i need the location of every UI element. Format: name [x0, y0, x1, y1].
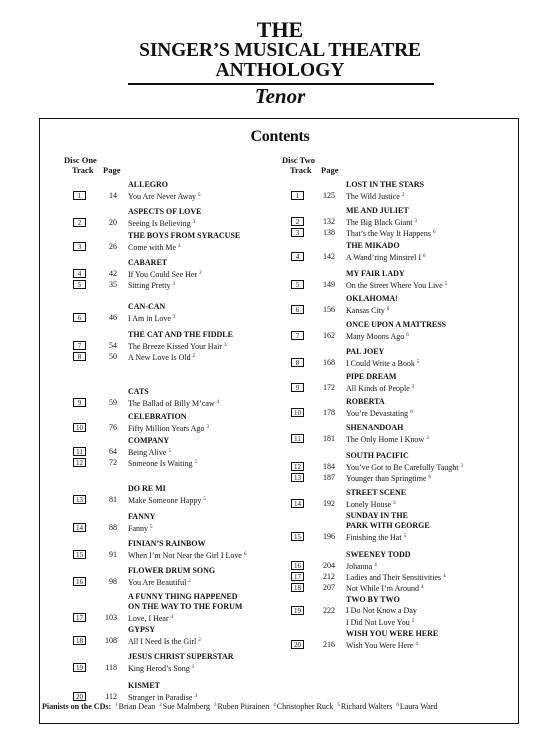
track-number-box: 1: [73, 191, 86, 200]
track-number-box: 2: [291, 217, 304, 226]
page-number: 103: [105, 613, 117, 622]
track-number-box: 7: [291, 331, 304, 340]
song-title-text: All I Need Is the Girl: [128, 637, 197, 646]
voice-type: Tenor: [254, 84, 306, 108]
song-title-text: If You Could See Her: [128, 270, 198, 279]
pianist-marker: 5: [411, 619, 415, 624]
song-title: [346, 639, 418, 651]
show-title: GYPSY: [128, 625, 156, 634]
show-title: LOST IN THE STARS: [346, 180, 425, 189]
page-number: 184: [323, 462, 335, 471]
song-title: [346, 330, 409, 342]
song-title: [346, 279, 447, 291]
pianist-marker: 3: [172, 315, 176, 320]
song-title: [128, 422, 209, 434]
show-title: WISH YOU WERE HERE: [346, 629, 439, 638]
pianist-marker: 5: [203, 497, 206, 502]
show-title: JESUS CHRIST SUPERSTAR: [128, 652, 234, 661]
page-number: 212: [323, 572, 335, 581]
page-number: 26: [109, 242, 117, 251]
pianist-marker: 6: [243, 552, 247, 557]
song-title-text: The Ballad of Billy M’caw: [128, 399, 215, 408]
song-title: [346, 605, 417, 616]
contents-title: Contents: [250, 128, 310, 145]
disc-one-header: [64, 155, 97, 175]
pianist-number: 5: [337, 703, 340, 708]
page-number: 216: [323, 640, 335, 649]
pianist-marker: 3: [206, 425, 209, 430]
show-title: MY FAIR LADY: [346, 269, 405, 278]
track-number-box: 12: [291, 462, 304, 471]
song-title-text: King Herod’s Song: [128, 664, 190, 673]
song-title: [128, 312, 175, 324]
pianist-marker: 6: [386, 307, 390, 312]
song-title-text: That’s the Way It Happens: [346, 229, 431, 238]
pianist-marker: 3: [411, 385, 415, 390]
song-title: [346, 433, 429, 445]
page-number: 88: [109, 523, 117, 532]
disc-one-label: Disc One: [64, 155, 97, 165]
track-number-box: 6: [73, 313, 86, 322]
track-number-box: 11: [73, 447, 86, 456]
disc-two-header: [282, 155, 315, 175]
show-title: CABARET: [128, 258, 168, 267]
track-number-box: 14: [291, 499, 304, 508]
song-title-text: You’re Devastating: [346, 409, 409, 418]
song-title: [128, 241, 181, 253]
track-number-box: 17: [291, 572, 304, 581]
show-title: ALLEGRO: [128, 180, 169, 189]
show-title: TWO BY TWO: [346, 595, 400, 604]
song-title: [346, 190, 404, 202]
pianist-name: Ruben Piirainen: [217, 702, 270, 711]
page-number: 42: [109, 269, 117, 278]
page-number: 196: [323, 532, 335, 541]
pianist-number: 6: [396, 703, 399, 708]
song-title: [128, 494, 206, 506]
track-number-box: 10: [291, 408, 304, 417]
pianist-marker: 2: [198, 638, 201, 643]
pianist-marker: 3: [414, 219, 417, 224]
song-title-text: A Wand’ring Minstrel I: [346, 253, 421, 262]
track-number-box: 2: [73, 218, 86, 227]
pianist-marker: 5: [403, 534, 407, 539]
song-title: [128, 190, 201, 202]
song-title-text: Someone Is Waiting: [128, 459, 193, 468]
show-title: THE BOYS FROM SYRACUSE: [128, 231, 241, 240]
show-title: PIPE DREAM: [346, 372, 397, 381]
page-number: 149: [323, 280, 335, 289]
pianist-name: Richard Walters: [340, 702, 393, 711]
contents-box: [39, 118, 519, 724]
track-number-box: 20: [291, 640, 304, 649]
page-number: 192: [323, 499, 335, 508]
page-number: 181: [323, 434, 335, 443]
show-title: THE MIKADO: [346, 241, 400, 250]
page-number: 178: [323, 408, 335, 417]
track-number-box: 18: [291, 583, 304, 592]
pianist-marker: 1: [191, 665, 195, 670]
pianist-marker: 5: [194, 460, 198, 465]
song-title-text: Lonely House: [346, 500, 392, 509]
page-number: 72: [109, 458, 117, 467]
disc-two-track-label: Track: [290, 165, 312, 175]
pianist-marker: 6: [428, 475, 432, 480]
track-number-box: 4: [73, 269, 86, 278]
song-title-text: Finishing the Hat: [346, 533, 402, 542]
song-title-text: Younger than Springtime: [346, 474, 427, 483]
track-number-box: 19: [291, 606, 304, 615]
song-title-text: The Breeze Kissed Your Hair: [128, 342, 222, 351]
track-number-box: 13: [73, 495, 86, 504]
pianist-marker: 2: [188, 579, 191, 584]
show-title: CAN-CAN: [128, 302, 166, 311]
song-title-text: You Are Never Away: [128, 192, 196, 201]
song-title: [346, 498, 396, 510]
page-number: 204: [323, 561, 335, 570]
show-title: DO RE MI: [128, 484, 166, 493]
show-title: A FUNNY THING HAPPENED: [128, 592, 238, 601]
song-title: [128, 576, 191, 588]
page-number: 125: [323, 191, 335, 200]
song-title-text: Love, I Hear: [128, 614, 169, 623]
song-title-text: Many Moons Ago: [346, 332, 405, 341]
pianist-marker: 3: [192, 220, 196, 225]
pianist-marker: 2: [199, 271, 202, 276]
pianist-marker: 4: [415, 642, 418, 647]
pianist-number: 2: [159, 703, 162, 708]
track-number-box: 9: [73, 398, 86, 407]
song-title-text: The Only Home I Know: [346, 435, 425, 444]
page-number: 76: [109, 423, 117, 432]
show-title: ONCE UPON A MATTRESS: [346, 320, 447, 329]
pianist-marker: 4: [374, 563, 377, 568]
track-number-box: 15: [291, 532, 304, 541]
song-title-text: I Did Not Love You: [346, 618, 410, 627]
song-title-text: The Wild Justice: [346, 192, 400, 201]
pianist-name: Sue Malmberg: [162, 702, 210, 711]
track-number-box: 5: [73, 280, 86, 289]
song-title: [346, 407, 413, 419]
page-number: 46: [109, 313, 117, 322]
page-number: 35: [109, 280, 117, 289]
show-title: THE CAT AND THE FIDDLE: [128, 330, 233, 339]
pianist-number: 3: [213, 703, 217, 708]
song-title: [128, 612, 173, 624]
track-number-box: 1: [291, 191, 304, 200]
song-title-text: You’ve Got to Be Carefully Taught: [346, 463, 459, 472]
song-title-text: All Kinds of People: [346, 384, 410, 393]
track-number-box: 12: [73, 458, 86, 467]
pianist-marker: 4: [420, 585, 424, 590]
song-title: [128, 549, 246, 561]
page-number: 138: [323, 228, 335, 237]
track-number-box: 16: [73, 577, 86, 586]
track-number-box: 5: [291, 280, 304, 289]
show-title: SHENANDOAH: [346, 423, 404, 432]
show-title-continued: PARK WITH GEORGE: [346, 521, 430, 530]
track-number-box: 17: [73, 613, 86, 622]
show-title: ASPECTS OF LOVE: [128, 207, 202, 216]
song-title: [128, 279, 175, 291]
track-number-box: 7: [73, 341, 86, 350]
song-title: [128, 662, 194, 674]
page-number: 20: [109, 218, 117, 227]
pianists-credits: [42, 700, 437, 713]
song-title-text: You Are Beautiful: [128, 578, 187, 587]
song-title-second: [346, 616, 414, 628]
pianist-marker: 3: [172, 282, 175, 287]
book-title-line-2: SINGER’S MUSICAL THEATRE: [139, 40, 421, 61]
pianist-marker: 6: [406, 333, 409, 338]
show-title: PAL JOEY: [346, 347, 385, 356]
page-number: 187: [323, 473, 335, 482]
song-title: [346, 251, 425, 263]
show-title: SOUTH PACIFIC: [346, 451, 409, 460]
pianist-number: 4: [273, 703, 276, 708]
page-number: 168: [323, 358, 335, 367]
song-title-text: When I’m Not Near the Girl I Love: [128, 551, 242, 560]
song-title: [128, 522, 153, 534]
song-title-text: Come with Me: [128, 243, 176, 252]
song-title-text: I Could Write a Book: [346, 359, 415, 368]
track-number-box: 9: [291, 383, 304, 392]
disc-one-page-label: Page: [103, 165, 121, 175]
pianist-marker: 6: [432, 230, 436, 235]
song-title-text: Seeing Is Believing: [128, 219, 191, 228]
track-number-box: 10: [73, 423, 86, 432]
page-number: 59: [109, 398, 117, 407]
pianist-marker: 3: [223, 343, 227, 348]
page-number: 50: [109, 352, 117, 361]
track-number-box: 8: [73, 352, 86, 361]
song-title-text: Wish You Were Here: [346, 641, 414, 650]
page-number: 14: [109, 191, 117, 200]
track-number-box: 4: [291, 252, 304, 261]
song-title: [346, 472, 431, 484]
page-number: 108: [105, 636, 117, 645]
show-title: FINIAN’S RAINBOW: [128, 539, 206, 548]
song-title: [346, 227, 435, 239]
song-title-text: I Am in Love: [128, 314, 171, 323]
disc-two-page-label: Page: [321, 165, 339, 175]
song-title-text: Johanna: [346, 562, 373, 571]
track-number-box: 6: [291, 305, 304, 314]
show-title: STREET SCENE: [346, 488, 407, 497]
track-number-box: 16: [291, 561, 304, 570]
pianist-marker: 3: [178, 244, 181, 249]
pianist-marker: 3: [393, 501, 396, 506]
page-number: 112: [105, 692, 117, 701]
page-number: 142: [323, 252, 335, 261]
song-title-text: Not While I’m Around: [346, 584, 419, 593]
page-number: 162: [323, 331, 335, 340]
page-number: 91: [109, 550, 117, 559]
page-number: 54: [109, 341, 117, 350]
page-number: 118: [105, 663, 117, 672]
pianist-marker: 5: [168, 449, 171, 454]
song-title-text: Fanny: [128, 524, 148, 533]
pianist-marker: 5: [198, 193, 201, 198]
page-number: 64: [109, 447, 117, 456]
pianist-marker: 4: [170, 615, 174, 620]
track-number-box: 18: [73, 636, 86, 645]
track-number-box: 20: [73, 692, 86, 701]
track-number-box: 3: [291, 228, 304, 237]
track-number-box: 14: [73, 523, 86, 532]
pianist-name: Christopher Ruck: [276, 702, 334, 711]
page-number: 207: [323, 583, 335, 592]
pianist-name: Laura Ward: [399, 702, 438, 711]
song-title-text: Stranger in Paradise: [128, 693, 193, 702]
disc-one-track-label: Track: [72, 165, 94, 175]
song-title-text: Sitting Pretty: [128, 281, 171, 290]
show-title: CELEBRATION: [128, 412, 187, 421]
show-title: KISMET: [128, 681, 161, 690]
song-title: [128, 635, 201, 647]
song-title: [128, 457, 197, 469]
show-title: COMPANY: [128, 436, 170, 445]
pianist-marker: 5: [150, 525, 153, 530]
book-title-line-1: THE: [256, 17, 304, 42]
page-number: 156: [323, 305, 335, 314]
track-number-box: 13: [291, 473, 304, 482]
song-title-text: I Do Not Know a Day: [346, 606, 417, 615]
show-title: CATS: [128, 387, 149, 396]
song-title-text: Make Someone Happy: [128, 496, 202, 505]
show-title: SUNDAY IN THE: [346, 511, 408, 520]
pianist-marker: 3: [194, 694, 197, 699]
song-title: [128, 351, 195, 363]
song-title-text: The Big Black Giant: [346, 218, 413, 227]
song-title: [346, 382, 414, 394]
song-title: [346, 582, 423, 594]
pianist-marker: 4: [216, 400, 220, 405]
show-title: ME AND JULIET: [346, 206, 409, 215]
show-title: SWEENEY TODD: [346, 550, 411, 559]
pianist-marker: 2: [192, 354, 196, 359]
song-title: [128, 217, 195, 229]
pianist-list: [111, 702, 437, 711]
song-title: [128, 397, 219, 409]
song-title: [346, 357, 419, 369]
track-number-box: 11: [291, 434, 304, 443]
pianist-marker: 4: [443, 574, 446, 579]
song-title-text: Being Alive: [128, 448, 167, 457]
song-title-text: On the Street Where You Live: [346, 281, 443, 290]
song-title: [346, 304, 389, 316]
song-title-text: Kansas City: [346, 306, 385, 315]
song-title-text: A New Love Is Old: [128, 353, 191, 362]
show-title: OKLAHOMA!: [346, 294, 398, 303]
song-title-text: Ladies and Their Sensitivities: [346, 573, 442, 582]
pianist-number: 1: [115, 703, 118, 708]
track-number-box: 3: [73, 242, 86, 251]
song-title-text: Fifty Million Years Ago: [128, 424, 205, 433]
track-number-box: 8: [291, 358, 304, 367]
book-title-line-3: ANTHOLOGY: [215, 60, 345, 81]
show-title: ROBERTA: [346, 397, 385, 406]
page-number: 132: [323, 217, 335, 226]
page-number: 172: [323, 383, 335, 392]
show-title-continued: ON THE WAY TO THE FORUM: [128, 602, 243, 611]
page-number: 222: [323, 606, 335, 615]
pianist-marker: 3: [426, 436, 429, 441]
pianist-marker: 5: [416, 360, 420, 365]
disc-two-label: Disc Two: [282, 155, 315, 165]
pianist-marker: 2: [401, 193, 405, 198]
show-title: FLOWER DRUM SONG: [128, 566, 216, 575]
song-title: [346, 531, 406, 543]
page-number: 81: [109, 495, 117, 504]
pianist-marker: 6: [422, 254, 426, 259]
pianist-marker: 6: [410, 410, 413, 415]
pianist-name: Brian Dean: [118, 702, 156, 711]
track-number-box: 15: [73, 550, 86, 559]
pianists-label: Pianists on the CDs:: [42, 702, 112, 711]
pianist-marker: 3: [460, 464, 463, 469]
pianist-marker: 5: [444, 282, 448, 287]
show-title: FANNY: [128, 512, 156, 521]
page-number: 98: [109, 577, 117, 586]
track-number-box: 19: [73, 663, 86, 672]
